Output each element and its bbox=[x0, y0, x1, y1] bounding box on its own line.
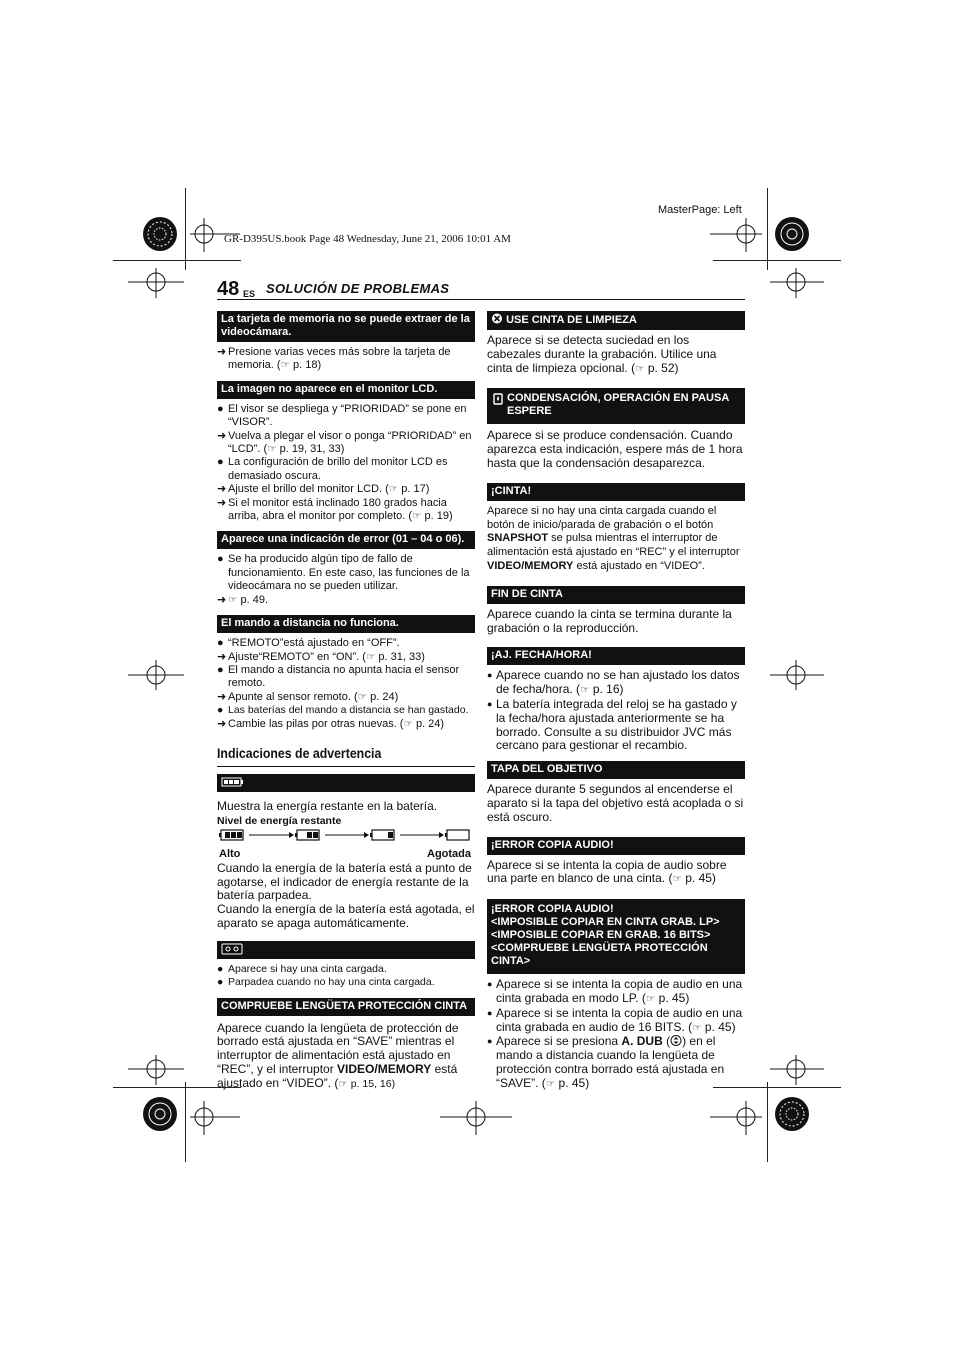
section-heading: Aparece una indicación de error (01 – 04 o 06). bbox=[217, 531, 475, 549]
condensation-icon bbox=[493, 393, 503, 405]
section-heading: ¡CINTA! bbox=[487, 483, 745, 501]
bullet-line: ● Aparece si se intenta la copia de audio en una cinta grabada en modo LP. (☞ p. 45) bbox=[487, 977, 743, 1005]
reference-icon: ☞ bbox=[338, 1077, 348, 1090]
heading-rule bbox=[217, 766, 475, 767]
arrow-icon bbox=[325, 832, 369, 838]
language-tag: ES bbox=[243, 289, 256, 299]
radial-target-icon bbox=[143, 1097, 177, 1131]
crosshair-icon bbox=[128, 660, 184, 690]
battery-level-icon bbox=[219, 830, 243, 840]
battery-indicator-bar bbox=[217, 774, 475, 792]
reference-icon: ☞ bbox=[412, 510, 422, 523]
crosshair-icon bbox=[770, 660, 824, 690]
action-line: ➜ Ajuste“REMOTO” en “ON”. (☞ p. 31, 33) bbox=[217, 650, 425, 663]
body-paragraph: Aparece cuando la cinta se termina durante la grabación o la reproducción. bbox=[487, 606, 732, 635]
reference-icon: ☞ bbox=[645, 992, 656, 1005]
arrow-icon bbox=[400, 832, 444, 838]
action-line: ➜ Cambie las pilas por otras nuevas. (☞ p. 24) bbox=[217, 717, 445, 730]
crosshair-icon bbox=[190, 1101, 240, 1135]
body-paragraph: Aparece si se detecta suciedad en los cabezales durante la grabación. Utilice una cinta de limpieza opcional. (☞ p. 52) bbox=[487, 333, 717, 375]
battery-level-icon bbox=[295, 830, 319, 840]
battery-level-diagram bbox=[217, 827, 475, 843]
level-empty-label: Agotada bbox=[427, 847, 471, 860]
reference-icon: ☞ bbox=[365, 650, 376, 663]
page-number: 48 bbox=[217, 278, 240, 300]
battery-level-ends bbox=[217, 848, 475, 862]
reference-icon: ☞ bbox=[545, 1077, 556, 1090]
bullet-line: ● El mando a distancia no apunta hacia el sensor remoto. bbox=[217, 663, 460, 690]
body-paragraph: Aparece si no hay una cinta cargada cuando el botón de inicio/parada de grabación o el botón SNAPSHOT se pulsa mientras el interruptor de alimentación está ajustado en “REC” y el interruptor VIDEO/MEMORY está ajustado en “VIDEO”. bbox=[487, 504, 740, 572]
section-heading: ¡ERROR COPIA AUDIO! <IMPOSIBLE COPIAR EN CINTA GRAB. LP> <IMPOSIBLE COPIAR EN GRAB. 16 BITS> <COMPRUEBE LENGÜETA PROTECCIÓN CINTA> bbox=[487, 899, 745, 974]
file-info-line: GR-D395US.book Page 48 Wednesday, June 21, 2006 10:01 AM bbox=[224, 233, 511, 245]
bullet-line: ● Aparece si se presiona A. DUB ( ) en el mando a distancia cuando la lengüeta de protección contra borrado está ajustada en “SAVE”. (☞ p. 45) bbox=[487, 1034, 725, 1090]
bullet-line: ● Se ha producido algún tipo de fallo de funcionamiento. En este caso, las funciones de la videocámara no se pueden utilizar. bbox=[217, 553, 470, 593]
reference-icon: ☞ bbox=[280, 359, 290, 372]
right-column bbox=[487, 311, 745, 1092]
reference-icon: ☞ bbox=[228, 593, 238, 606]
bullet-line: ● Parpadea cuando no hay una cinta cargada. bbox=[217, 976, 435, 989]
crosshair-icon bbox=[128, 1055, 184, 1085]
radial-target-icon bbox=[775, 1097, 809, 1131]
reference-icon: ☞ bbox=[403, 717, 413, 730]
reference-icon: ☞ bbox=[388, 483, 399, 496]
radial-target-icon bbox=[775, 217, 809, 251]
radial-target-icon bbox=[143, 217, 177, 251]
battery-icon bbox=[221, 776, 245, 788]
tape-indicator-bar bbox=[217, 941, 475, 959]
left-column bbox=[217, 311, 475, 1096]
battery-text: Muestra la energía restante en la batería. bbox=[217, 798, 438, 813]
audio-dub-icon bbox=[670, 1035, 682, 1046]
section-heading: El mando a distancia no funciona. bbox=[217, 615, 475, 633]
section-heading: COMPRUEBE LENGÜETA PROTECCIÓN CINTA bbox=[217, 998, 475, 1016]
battery-level-icon bbox=[370, 830, 394, 840]
crosshair-icon bbox=[770, 1055, 824, 1085]
crosshair-icon bbox=[710, 1101, 762, 1135]
action-line: ➜ Apunte al sensor remoto. (☞ p. 24) bbox=[217, 690, 399, 703]
section-heading: FIN DE CINTA bbox=[487, 586, 745, 604]
bullet-line: ● “REMOTO”está ajustado en “OFF”. bbox=[217, 637, 400, 650]
reference-icon: ☞ bbox=[635, 362, 645, 375]
crosshair-icon bbox=[440, 1101, 512, 1135]
level-high-label: Alto bbox=[219, 847, 241, 860]
action-line: ➜ Vuelva a plegar el visor o ponga “PRIORIDAD” en “LCD”. (☞ p. 19, 31, 33) bbox=[217, 429, 472, 456]
action-line: ➜ Presione varias veces más sobre la tarjeta de memoria. (☞ p. 18) bbox=[217, 346, 451, 372]
section-heading: CONDENSACIÓN, OPERACIÓN EN PAUSA ESPERE bbox=[487, 388, 745, 424]
crosshair-icon bbox=[770, 268, 824, 298]
section-heading: USE CINTA DE LIMPIEZA bbox=[487, 311, 745, 330]
bullet-line: ● La configuración de brillo del monitor LCD es demasiado oscura. bbox=[217, 456, 448, 482]
section-heading: La tarjeta de memoria no se puede extraer de la videocámara. bbox=[217, 311, 475, 342]
section-heading: TAPA DEL OBJETIVO bbox=[487, 761, 745, 779]
battery-level-label: Nivel de energía restante bbox=[217, 814, 342, 827]
cassette-icon bbox=[221, 943, 245, 955]
warnings-heading: Indicaciones de advertencia bbox=[217, 744, 382, 761]
section-heading: La imagen no aparece en el monitor LCD. bbox=[217, 381, 475, 399]
battery-text: Cuando la energía de la batería está a punto de agotarse, el indicador de energía restante de la batería parpadea. bbox=[217, 860, 472, 903]
masterpage-label: MasterPage: Left bbox=[658, 204, 742, 216]
reference-icon: ☞ bbox=[692, 1021, 702, 1034]
arrow-icon bbox=[249, 832, 294, 838]
bullet-line: ● Aparece cuando no se han ajustado los datos de fecha/hora. (☞ p. 16) bbox=[487, 668, 740, 697]
bullet-line: ● Aparece si hay una cinta cargada. bbox=[217, 962, 387, 975]
page-header bbox=[217, 280, 745, 300]
body-paragraph: Aparece cuando la lengüeta de protección de borrado está ajustada en “SAVE” mientras el interruptor de alimentación está ajustado en “REC”, y el interruptor VIDEO/MEMORY está ajustado en “VIDEO”. (☞ p. 15, 16) bbox=[217, 1020, 459, 1090]
action-line: ➜ Ajuste el brillo del monitor LCD. (☞ p. 17) bbox=[217, 483, 430, 496]
reference-icon: ☞ bbox=[580, 684, 590, 697]
body-paragraph: Aparece si se intenta la copia de audio sobre una parte en blanco de una cinta. (☞ p. 45) bbox=[487, 857, 727, 886]
reference-icon: ☞ bbox=[267, 443, 277, 456]
battery-text: Cuando la energía de la batería está agotada, el aparato se apaga automáticamente. bbox=[217, 902, 475, 930]
body-paragraph: Aparece durante 5 segundos al encenderse el aparato si la tapa del objetivo está acoplada o si está oscuro. bbox=[487, 782, 744, 824]
section-title: SOLUCIÓN DE PROBLEMAS bbox=[266, 281, 450, 296]
battery-level-icon bbox=[445, 830, 469, 840]
section-heading: ¡ERROR COPIA AUDIO! bbox=[487, 837, 745, 855]
reference-icon: ☞ bbox=[357, 690, 368, 703]
bullet-line: ● Aparece si se intenta la copia de audio en una cinta grabada en audio de 16 BITS. (☞ p. 45) bbox=[487, 1005, 743, 1034]
crosshair-icon bbox=[128, 268, 184, 298]
crosshair-icon bbox=[710, 218, 762, 252]
bullet-line: ● La batería integrada del reloj se ha gastado y la fecha/hora ajustada anteriormente se ha borrado. Consulte a su distribuidor JVC más cercano para gestionar el recambio. bbox=[487, 696, 737, 753]
error-x-icon bbox=[491, 313, 503, 324]
bullet-line: ● El visor se despliega y “PRIORIDAD” se pone en “VISOR”. bbox=[217, 402, 467, 429]
body-paragraph: Aparece si se produce condensación. Cuando aparezca esta indicación, espere más de 1 hora hasta que la condensación desaparezca. bbox=[487, 428, 743, 470]
reference-icon: ☞ bbox=[672, 873, 682, 886]
action-line: ➜ ☞ p. 49. bbox=[217, 593, 268, 606]
bullet-line: ● Las baterías del mando a distancia se han gastado. bbox=[217, 704, 469, 717]
action-line: ➜ Si el monitor está inclinado 180 grados hacia arriba, abra el monitor por completo. (☞ p. 19) bbox=[217, 496, 453, 523]
section-heading: ¡AJ. FECHA/HORA! bbox=[487, 647, 745, 665]
